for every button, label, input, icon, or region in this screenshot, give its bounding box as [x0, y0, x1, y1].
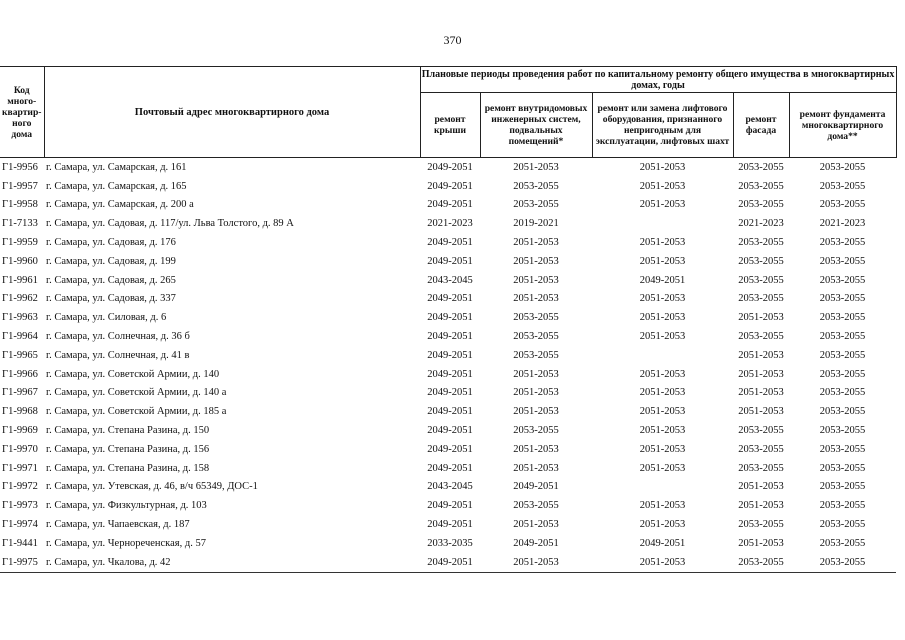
house-address: г. Самара, ул. Советской Армии, д. 140 а: [46, 387, 227, 399]
foundation-period: 2053-2055: [819, 481, 866, 493]
roof-period: 2049-2051: [427, 349, 473, 361]
roof-period: 2049-2051: [427, 331, 473, 343]
lift-period: [592, 346, 733, 365]
facade-period: 2053-2055: [738, 180, 784, 192]
foundation-period: 2053-2055: [819, 519, 866, 531]
foundation-period: 2021-2023: [819, 218, 866, 230]
house-address: г. Самара, ул. Солнечная, д. 41 в: [46, 349, 190, 361]
facade-period: 2051-2053: [738, 349, 784, 361]
house-code: Г1-9966: [2, 368, 38, 380]
table-row: [0, 365, 896, 384]
foundation-period: 2053-2055: [819, 443, 866, 455]
house-code: Г1-9968: [2, 406, 38, 418]
lift-period: 2051-2053: [639, 406, 686, 418]
house-address: г. Самара, ул. Садовая, д. 337: [46, 293, 176, 305]
lift-period: 2051-2053: [639, 462, 686, 474]
facade-period: 2053-2055: [738, 293, 784, 305]
foundation-period: 2053-2055: [819, 180, 866, 192]
lift-period: 2051-2053: [639, 312, 686, 324]
lift-period: 2051-2053: [639, 500, 686, 512]
lift-period: 2051-2053: [639, 237, 686, 249]
roof-period: 2049-2051: [427, 293, 473, 305]
roof-period: 2049-2051: [427, 462, 473, 474]
lift-period: 2049-2051: [639, 274, 686, 286]
foundation-period: 2053-2055: [819, 387, 866, 399]
systems-period: 2049-2051: [513, 481, 559, 493]
table-row: [0, 196, 896, 215]
house-address: г. Самара, ул. Чкалова, д. 42: [44, 553, 420, 572]
page-number: 370: [443, 33, 462, 47]
roof-period: 2043-2045: [427, 274, 473, 286]
house-code: Г1-9975: [0, 553, 44, 572]
systems-period: 2053-2055: [513, 180, 559, 192]
foundation-period: 2053-2055: [819, 425, 866, 437]
facade-period: 2053-2055: [738, 425, 784, 437]
table-row: [0, 290, 896, 309]
facade-period: 2051-2053: [738, 368, 784, 380]
lift-period: 2051-2053: [639, 255, 686, 267]
header-foundation-repair: ремонт фундамента многоквартирного дома**: [789, 93, 896, 158]
house-address: г. Самара, ул. Советской Армии, д. 140: [46, 368, 220, 380]
systems-period: 2019-2021: [513, 218, 559, 230]
house-address: г. Самара, ул. Солнечная, д. 36 б: [46, 331, 190, 343]
table-row: [0, 440, 896, 459]
systems-period: 2051-2053: [513, 293, 559, 305]
table-row: [0, 534, 896, 553]
facade-period: 2053-2055: [738, 331, 784, 343]
foundation-period: 2053-2055: [819, 293, 866, 305]
house-code: Г1-9956: [2, 161, 38, 173]
systems-period: 2053-2055: [513, 349, 559, 361]
house-address: г. Самара, ул. Садовая, д. 176: [46, 237, 176, 249]
table-row: [0, 233, 896, 252]
lift-period: 2051-2053: [639, 443, 686, 455]
house-code: Г1-9441: [2, 537, 38, 549]
lift-period: 2051-2053: [639, 387, 686, 399]
lift-period: 2051-2053: [639, 180, 686, 192]
foundation-period: 2053-2055: [819, 406, 866, 418]
facade-period: 2053-2055: [738, 462, 784, 474]
roof-period: 2049-2051: [420, 553, 480, 572]
lift-period: 2051-2053: [592, 553, 733, 572]
roof-period: 2043-2045: [427, 481, 473, 493]
foundation-period: 2053-2055: [819, 500, 866, 512]
systems-period: 2053-2055: [513, 199, 559, 211]
lift-period: 2051-2053: [639, 425, 686, 437]
table-row: [0, 402, 896, 421]
house-address: г. Самара, ул. Самарская, д. 200 а: [46, 199, 194, 211]
lift-period: 2051-2053: [639, 293, 686, 305]
header-systems-repair: ремонт внутридомовых инженерных систем, подвальных помещений*: [480, 93, 592, 158]
table-row: [0, 459, 896, 478]
facade-period: 2053-2055: [738, 199, 784, 211]
facade-period: 2053-2055: [738, 161, 784, 173]
foundation-period: 2053-2055: [819, 161, 866, 173]
house-address: г. Самара, ул. Утевская, д. 46, в/ч 65349, ДОС-1: [46, 481, 258, 493]
header-roof-repair: ремонт крыши: [420, 93, 480, 158]
house-address: г. Самара, ул. Чернореченская, д. 57: [46, 537, 206, 549]
systems-period: 2051-2053: [513, 406, 559, 418]
capital-repair-table: [0, 66, 897, 573]
house-code: Г1-9974: [2, 519, 38, 531]
facade-period: 2053-2055: [738, 237, 784, 249]
house-code: Г1-9969: [2, 425, 38, 437]
house-code: Г1-9967: [2, 387, 38, 399]
table-row: [0, 327, 896, 346]
lift-period: 2051-2053: [639, 331, 686, 343]
house-address: г. Самара, ул. Степана Разина, д. 150: [46, 425, 210, 437]
table-row: [0, 515, 896, 534]
house-code: Г1-9959: [2, 237, 38, 249]
house-code: Г1-9970: [2, 443, 38, 455]
house-address: г. Самара, ул. Садовая, д. 199: [46, 255, 176, 267]
table-row: [0, 271, 896, 290]
table-row: [0, 496, 896, 515]
roof-period: 2049-2051: [427, 368, 473, 380]
foundation-period: 2053-2055: [819, 349, 866, 361]
roof-period: 2049-2051: [427, 425, 473, 437]
house-address: г. Самара, ул. Физкультурная, д. 103: [46, 500, 207, 512]
roof-period: 2049-2051: [427, 199, 473, 211]
table-row: [0, 308, 896, 327]
table-row: [0, 384, 896, 403]
systems-period: 2053-2055: [513, 312, 559, 324]
lift-period: 2049-2051: [639, 537, 686, 549]
house-address: г. Самара, ул. Степана Разина, д. 156: [46, 443, 210, 455]
header-code: Код много-квартир-ного дома: [0, 67, 44, 158]
house-address: г. Самара, ул. Садовая, д. 265: [46, 274, 176, 286]
house-code: Г1-9972: [2, 481, 38, 493]
table-row: [0, 478, 896, 497]
house-address: г. Самара, ул. Самарская, д. 165: [46, 180, 187, 192]
roof-period: 2021-2023: [427, 218, 473, 230]
lift-period: [592, 214, 733, 233]
roof-period: 2049-2051: [427, 406, 473, 418]
facade-period: 2053-2055: [738, 255, 784, 267]
house-code: Г1-9964: [2, 331, 38, 343]
systems-period: 2051-2053: [513, 462, 559, 474]
facade-period: 2051-2053: [738, 537, 784, 549]
foundation-period: 2053-2055: [819, 331, 866, 343]
table-row: [0, 553, 896, 572]
house-address: г. Самара, ул. Самарская, д. 161: [46, 161, 187, 173]
lift-period: [592, 478, 733, 497]
table-row: [0, 214, 896, 233]
header-lift-repair: ремонт или замена лифтового оборудования, признанного непригодным для эксплуатации, лифтовых шахт: [592, 93, 733, 158]
table-body: [0, 158, 896, 573]
systems-period: 2051-2053: [513, 387, 559, 399]
foundation-period: 2053-2055: [819, 312, 866, 324]
roof-period: 2049-2051: [427, 519, 473, 531]
foundation-period: 2053-2055: [819, 368, 866, 380]
house-address: г. Самара, ул. Чапаевская, д. 187: [46, 519, 190, 531]
table-row: [0, 421, 896, 440]
roof-period: 2049-2051: [427, 180, 473, 192]
systems-period: 2051-2053: [513, 255, 559, 267]
roof-period: 2033-2035: [427, 537, 473, 549]
systems-period: 2051-2053: [513, 443, 559, 455]
table-row: [0, 158, 896, 177]
header-address: Почтовый адрес многоквартирного дома: [44, 67, 420, 158]
systems-period: 2051-2053: [480, 553, 592, 572]
roof-period: 2049-2051: [427, 161, 473, 173]
foundation-period: 2053-2055: [819, 255, 866, 267]
facade-period: 2051-2053: [738, 500, 784, 512]
systems-period: 2049-2051: [513, 537, 559, 549]
foundation-period: 2053-2055: [789, 553, 896, 572]
house-code: Г1-9962: [2, 293, 38, 305]
systems-period: 2051-2053: [513, 161, 559, 173]
foundation-period: 2053-2055: [819, 462, 866, 474]
house-address: г. Самара, ул. Садовая, д. 117/ул. Льва Толстого, д. 89 А: [46, 218, 294, 230]
lift-period: 2051-2053: [639, 199, 686, 211]
facade-period: 2051-2053: [738, 312, 784, 324]
systems-period: 2053-2055: [513, 425, 559, 437]
roof-period: 2049-2051: [427, 500, 473, 512]
house-code: Г1-9963: [2, 312, 38, 324]
table-row: [0, 252, 896, 271]
house-code: Г1-9958: [2, 199, 38, 211]
systems-period: 2051-2053: [513, 274, 559, 286]
house-code: Г1-9965: [2, 349, 38, 361]
house-address: г. Самара, ул. Степана Разина, д. 158: [46, 462, 210, 474]
systems-period: 2053-2055: [513, 331, 559, 343]
facade-period: 2053-2055: [733, 553, 789, 572]
lift-period: 2051-2053: [639, 519, 686, 531]
foundation-period: 2053-2055: [819, 199, 866, 211]
roof-period: 2049-2051: [427, 237, 473, 249]
facade-period: 2021-2023: [738, 218, 784, 230]
facade-period: 2051-2053: [738, 481, 784, 493]
house-code: Г1-9957: [2, 180, 38, 192]
table-row: [0, 346, 896, 365]
house-address: г. Самара, ул. Силовая, д. 6: [46, 312, 167, 324]
facade-period: 2051-2053: [738, 387, 784, 399]
house-code: Г1-9960: [2, 255, 38, 267]
roof-period: 2049-2051: [427, 387, 473, 399]
systems-period: 2051-2053: [513, 368, 559, 380]
foundation-period: 2053-2055: [819, 274, 866, 286]
lift-period: 2051-2053: [639, 368, 686, 380]
header-facade-repair: ремонт фасада: [733, 93, 789, 158]
table-row: [0, 177, 896, 196]
lift-period: 2051-2053: [639, 161, 686, 173]
roof-period: 2049-2051: [427, 312, 473, 324]
facade-period: 2053-2055: [738, 519, 784, 531]
facade-period: 2051-2053: [738, 406, 784, 418]
systems-period: 2051-2053: [513, 519, 559, 531]
systems-period: 2051-2053: [513, 237, 559, 249]
house-code: Г1-7133: [2, 218, 38, 230]
house-code: Г1-9971: [2, 462, 38, 474]
facade-period: 2053-2055: [738, 443, 784, 455]
house-code: Г1-9973: [2, 500, 38, 512]
roof-period: 2049-2051: [427, 255, 473, 267]
foundation-period: 2053-2055: [819, 537, 866, 549]
header-work-periods: Плановые периоды проведения работ по капитальному ремонту общего имущества в многоквартирных домах, годы: [421, 68, 895, 91]
roof-period: 2049-2051: [427, 443, 473, 455]
house-code: Г1-9961: [2, 274, 38, 286]
facade-period: 2053-2055: [738, 274, 784, 286]
systems-period: 2053-2055: [513, 500, 559, 512]
foundation-period: 2053-2055: [819, 237, 866, 249]
house-address: г. Самара, ул. Советской Армии, д. 185 а: [46, 406, 227, 418]
